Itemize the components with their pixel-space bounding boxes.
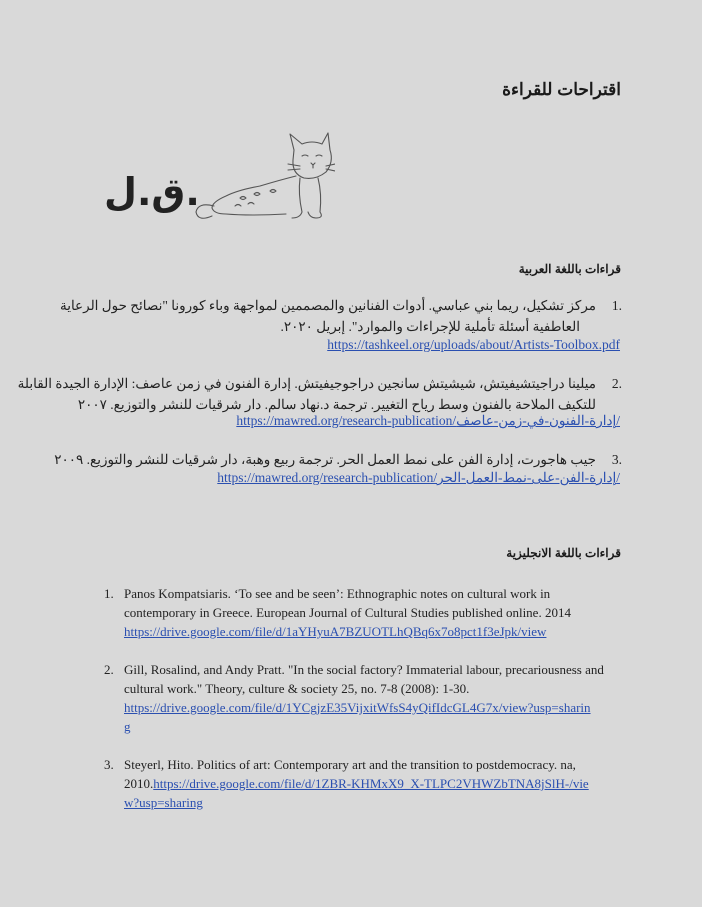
link-drive-gill-pratt[interactable]: https://drive.google.com/file/d/1YCgjzE35VijxitWfsS4yQifIdcGL4G7x/view?usp=sharin [124,700,591,715]
logo-text: ق.ل. [104,170,200,214]
link-drive-steyerl[interactable]: https://drive.google.com/file/d/1ZBR-KHMxX9_X-TLPC2VHWZbTNA8jSlH-/vie [153,776,589,791]
item-number: 2. [611,376,622,391]
list-item [17,374,622,415]
item-text: 2010. [124,776,154,791]
link-mawred-arts-management[interactable]: https://mawred.org/research-publication/إدارة-الفنون-في-زمن-عاصف/ [236,413,620,428]
link-drive-kompatsiaris[interactable]: https://drive.google.com/file/d/1aYHyuA7BZUOTLhQBq6x7o8pct1f3eJpk/view [124,624,547,639]
item-text: cultural work." Theory, culture & society 25, no. 7-8 (2008): 1-30. [124,681,470,696]
item-text: العاطفية أسئلة تأملية للإجراءات والموارد". إبريل ٢٠٢٠. [280,318,580,334]
page-title: اقتراحات للقراءة [502,80,621,99]
item-text: جيب هاجورت، إدارة الفن على نمط العمل الحر. ترجمة ربيع وهبة، دار شرقيات للنشر والتوزيع. ٢٠٠٩ [54,452,596,467]
link-tashkeel-toolbox[interactable]: https://tashkeel.org/uploads/about/Artists-Toolbox.pdf [327,337,620,352]
item-text: Steyerl, Hito. Politics of art: Contemporary art and the transition to postdemocracy. na, [124,757,576,772]
item-text: Gill, Rosalind, and Andy Pratt. "In the social factory? Immaterial labour, precariousness and [124,662,604,677]
item-number: 1. [611,298,622,313]
item-number: 3. [611,452,622,467]
item-text: مركز تشكيل، ريما بني عباسي. أدوات الفنانين والمصممين لمواجهة وباء كورونا "نصائح حول الرعاية [59,298,596,313]
list-item [104,584,624,641]
english-section-heading: قراءات باللغة الانجليزية [506,546,621,560]
item-number: 1. [104,586,114,601]
item-text: contemporary in Greece. European Journal of Cultural Studies published online. 2014 [124,605,571,620]
cat-illustration [190,128,335,223]
list-item [54,450,622,471]
list-item [104,660,624,736]
link-mawred-freelance-art[interactable]: https://mawred.org/research-publication/إدارة-الفن-على-نمط-العمل-الحر/ [217,470,620,485]
item-text: ميلينا دراجيتشيفيتش، شيشيتش سانجين دراجوجيفيتش. إدارة الفنون في زمن عاصف: الإدارة الجيدة القابلة [17,376,596,391]
link-drive-steyerl-cont[interactable]: w?usp=sharing [124,795,203,810]
link-drive-gill-pratt-cont[interactable]: g [124,719,131,734]
list-item [59,296,622,337]
list-item [104,755,624,812]
item-number: 2. [104,662,114,677]
arabic-section-heading: قراءات باللغة العربية [518,262,621,276]
item-text: للتكيف الملاحة بالفنون وسط رياح التغيير. ترجمة د.نهاد سالم. دار شرقيات للنشر والتوزيع. ٢٠٠٧ [77,396,596,412]
item-text: Panos Kompatsiaris. ‘To see and be seen’: Ethnographic notes on cultural work in [124,586,551,601]
item-number: 3. [104,757,114,772]
